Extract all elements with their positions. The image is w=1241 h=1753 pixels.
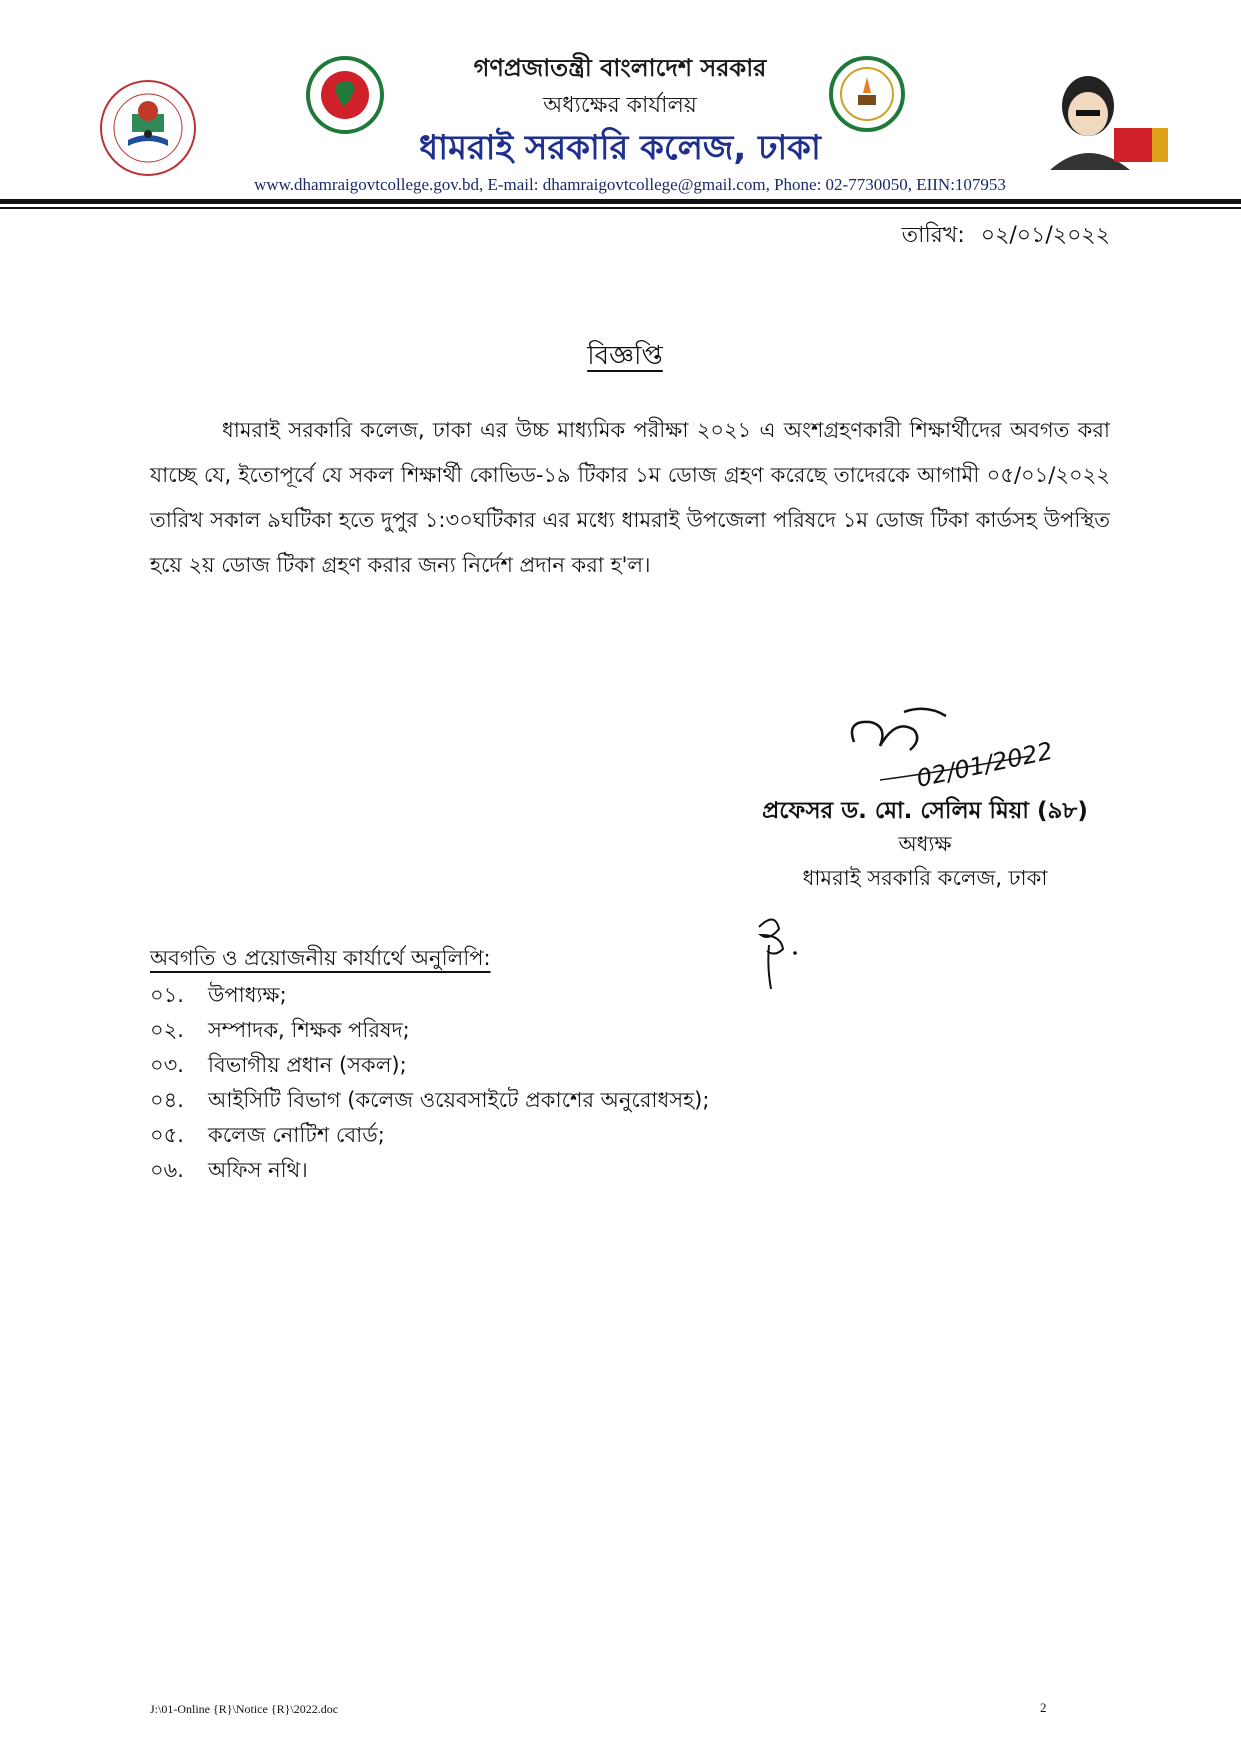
list-item-number: ০৬. [150, 1158, 184, 1182]
date-line [880, 218, 1110, 255]
notice-body: ধামরাই সরকারি কলেজ, ঢাকা এর উচ্চ মাধ্যমিক পরীক্ষা ২০২১ এ অংশগ্রহণকারী শিক্ষার্থীদের অবগত করা যাচ্ছে যে, ইতোপূর্বে যে সকল শিক্ষার্থী কোভিড-১৯ টিকার ১ম ডোজ গ্রহণ করেছে তাদেরকে আগামী ০৫/০১/২০২২ তারিখ সকাল ৯ঘটিকা হতে দুপুর ১:৩০ঘটিকার এর মধ্যে ধামরাই উপজেলা পরিষদে ১ম ডোজ টিকা কার্ডসহ উপস্থিত হয়ে ২য় ডোজ টিকা গ্রহণ করার জন্য নির্দেশ প্রদান করা হ'ল। [150, 418, 1110, 577]
footer-page-number: 2 [1040, 1700, 1047, 1715]
list-item-text: উপাধ্যক্ষ; [208, 983, 287, 1007]
notice-title: বিজ্ঞপ্তি [587, 341, 663, 371]
date-label: তারিখ: [901, 223, 965, 248]
list-item-number: ০২. [150, 1018, 184, 1042]
copy-list-title: অবগতি ও প্রয়োজনীয় কার্যার্থে অনুলিপি: [150, 946, 491, 970]
list-item [150, 1013, 850, 1048]
list-item [150, 1118, 850, 1153]
list-item [150, 1153, 850, 1188]
signatory-name: প্রফেসর ড. মো. সেলিম মিয়া (৯৮) [762, 798, 1088, 824]
handwritten-signature [840, 700, 1056, 794]
education-emblem-logo [98, 78, 198, 182]
signatory-designation: অধ্যক্ষ [898, 832, 952, 856]
college-name-heading: ধামরাই সরকারি কলেজ, ঢাকা [419, 128, 821, 168]
list-item-text: কলেজ নোটিশ বোর্ড; [208, 1123, 385, 1147]
header-divider-thick [0, 199, 1241, 204]
list-item [150, 1083, 850, 1118]
list-item-text: বিভাগীয় প্রধান (সকল); [208, 1053, 407, 1077]
list-item [150, 978, 850, 1013]
copy-list [150, 978, 850, 1188]
list-item-number: ০১. [150, 983, 184, 1007]
list-item-number: ০৩. [150, 1053, 184, 1077]
footer-file-path: J:\01-Online {R}\Notice {R}\2022.doc [150, 1702, 339, 1716]
office-name: অধ্যক্ষের কার্যালয় [543, 93, 697, 118]
date-value: ০২/০১/২০২২ [980, 223, 1110, 248]
government-name: গণপ্রজাতন্ত্রী বাংলাদেশ সরকার [473, 54, 767, 82]
header-divider-thin [0, 207, 1241, 209]
list-item [150, 1048, 850, 1083]
contact-line: www.dhamraigovtcollege.gov.bd, E-mail: dhamraigovtcollege@gmail.com, Phone: 02-7730050, EIIN:107953 [254, 175, 1006, 194]
mujib-100-logo [1040, 66, 1170, 174]
list-item-text: আইসিটি বিভাগ (কলেজ ওয়েবসাইটে প্রকাশের অনুরোধসহ); [208, 1088, 710, 1112]
list-item-text: সম্পাদক, শিক্ষক পরিষদ; [208, 1018, 410, 1042]
signatory-college: ধামরাই সরকারি কলেজ, ঢাকা [802, 866, 1048, 890]
svg-text:02/01/2022: 02/01/2022 [914, 736, 1056, 793]
list-item-text: অফিস নথি। [208, 1158, 308, 1182]
list-item-number: ০৫. [150, 1123, 184, 1147]
list-item-number: ০৪. [150, 1088, 184, 1112]
